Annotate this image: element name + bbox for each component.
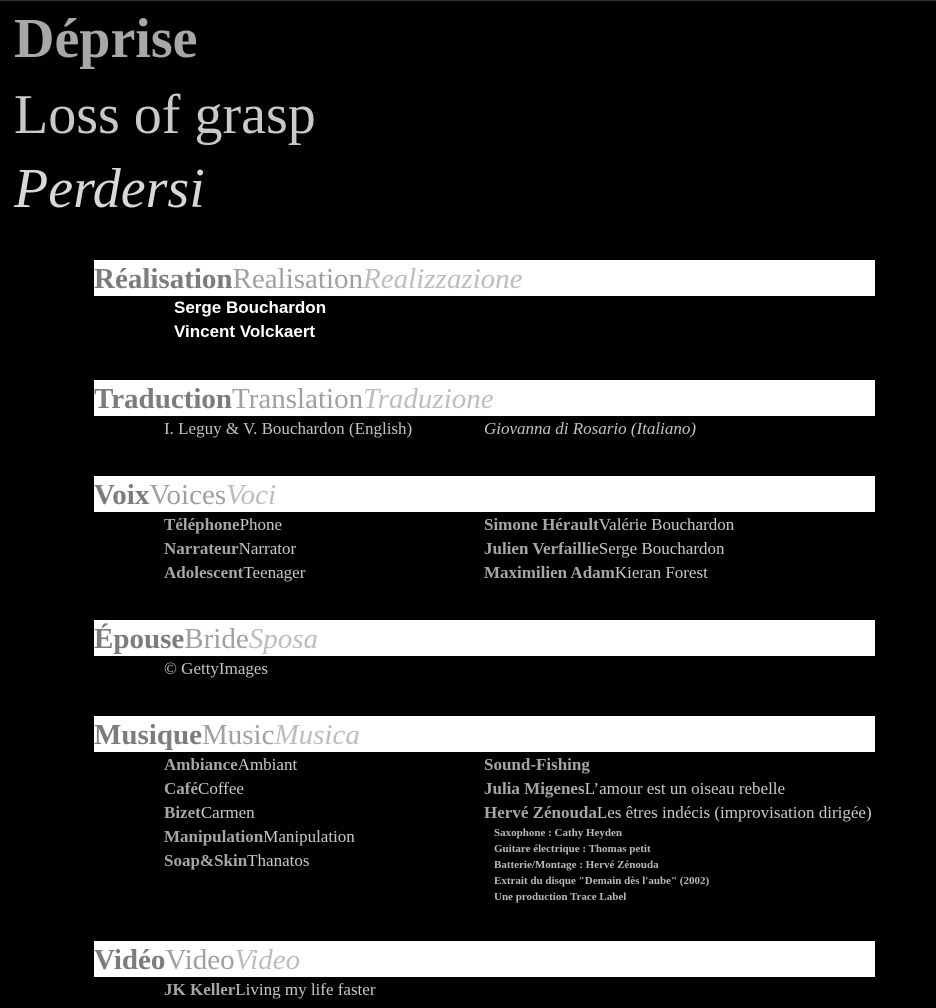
- section-label-fr: Musique: [94, 719, 202, 751]
- actor-fr: Maximilien Adam: [484, 563, 615, 582]
- track-en: Thanatos: [247, 851, 310, 870]
- track-en: Coffee: [197, 779, 244, 798]
- title-french: Déprise: [14, 8, 198, 70]
- track-en: Carmen: [200, 803, 255, 822]
- section-label-it: Video: [234, 944, 301, 976]
- section-header-realisation: [94, 260, 875, 296]
- music-detail: Guitare électrique : Thomas petit: [494, 843, 651, 855]
- section-label-en: Music: [201, 719, 275, 751]
- music-track: [164, 827, 355, 847]
- section-header-epouse: [94, 620, 875, 656]
- title-english: Loss of grasp: [14, 84, 316, 146]
- actor-en: Valérie Bouchardon: [598, 515, 735, 534]
- artist-fr: Hervé Zénouda: [484, 803, 597, 822]
- track-en: Ambiant: [237, 755, 298, 774]
- artist-fr: Sound-Fishing: [484, 755, 590, 774]
- section-label-it: Sposa: [248, 623, 318, 655]
- section-header-video: [94, 941, 875, 977]
- voice-role: [164, 515, 282, 535]
- title-italian: Perdersi: [14, 158, 205, 220]
- role-en: Phone: [239, 515, 283, 534]
- section-label-it: Realizzazione: [363, 263, 523, 295]
- video-credit: [164, 980, 376, 1000]
- artist-en: L’amour est un oiseau rebelle: [584, 779, 786, 798]
- translator-italian: [484, 419, 696, 439]
- track-fr: Ambiance: [164, 755, 238, 774]
- translator-italian-text: Giovanna di Rosario (Italiano): [484, 419, 697, 438]
- music-artist: [484, 779, 785, 799]
- track-fr: Soap&Skin: [164, 851, 248, 870]
- role-fr: Adolescent: [164, 563, 244, 582]
- track-fr: Café: [164, 779, 198, 798]
- music-artist: [484, 803, 872, 823]
- artist-fr: Julia Migenes: [484, 779, 585, 798]
- translator-english: I. Leguy & V. Bouchardon (English): [164, 419, 413, 438]
- section-label-it: Traduzione: [363, 383, 494, 415]
- track-en: Manipulation: [263, 827, 355, 846]
- music-detail: Batterie/Montage : Hervé Zénouda: [494, 859, 659, 871]
- music-track: [164, 803, 255, 823]
- section-label-it: Voci: [226, 479, 277, 511]
- section-label-fr: Épouse: [94, 623, 185, 655]
- music-track: [164, 851, 310, 871]
- music-artist: [484, 755, 590, 775]
- section-label-fr: Réalisation: [94, 263, 233, 295]
- section-label-fr: Voix: [94, 479, 150, 511]
- music-detail: Une production Trace Label: [494, 891, 627, 903]
- credit-person: Vincent Volckaert: [174, 322, 316, 341]
- section-header-voix: [94, 476, 875, 512]
- actor-fr: Julien Verfaillie: [484, 539, 599, 558]
- voice-role: [164, 539, 296, 559]
- image-credit: © GettyImages: [164, 659, 269, 678]
- voice-actor: [484, 539, 725, 559]
- voice-actor: [484, 563, 708, 583]
- voice-actor: [484, 515, 734, 535]
- artist-en: Les êtres indécis (improvisation dirigée): [596, 803, 872, 822]
- section-header-traduction: [94, 380, 875, 416]
- music-track: [164, 779, 244, 799]
- section-label-fr: Vidéo: [94, 944, 166, 976]
- track-fr: Manipulation: [164, 827, 264, 846]
- voice-role: [164, 563, 305, 583]
- credit-person: Serge Bouchardon: [174, 298, 327, 317]
- section-label-en: Translation: [232, 383, 364, 415]
- actor-fr: Simone Hérault: [484, 515, 599, 534]
- section-label-en: Realisation: [232, 263, 364, 295]
- video-credit-fr: JK Keller: [164, 980, 236, 999]
- role-en: Narrator: [238, 539, 297, 558]
- music-track: [164, 755, 297, 775]
- section-label-fr: Traduction: [94, 383, 233, 415]
- section-header-musique: [94, 716, 875, 752]
- music-detail: Extrait du disque "Demain dès l'aube" (2002): [494, 875, 710, 887]
- track-fr: Bizet: [164, 803, 201, 822]
- role-fr: Narrateur: [164, 539, 239, 558]
- music-detail: Saxophone : Cathy Heyden: [494, 827, 623, 839]
- role-en: Teenager: [243, 563, 306, 582]
- role-fr: Téléphone: [164, 515, 240, 534]
- video-credit-en: Living my life faster: [235, 980, 376, 999]
- section-label-en: Voices: [149, 479, 227, 511]
- section-label-en: Bride: [184, 623, 249, 655]
- actor-en: Serge Bouchardon: [598, 539, 725, 558]
- actor-en: Kieran Forest: [614, 563, 708, 582]
- section-label-en: Video: [165, 944, 235, 976]
- section-label-it: Musica: [274, 719, 360, 751]
